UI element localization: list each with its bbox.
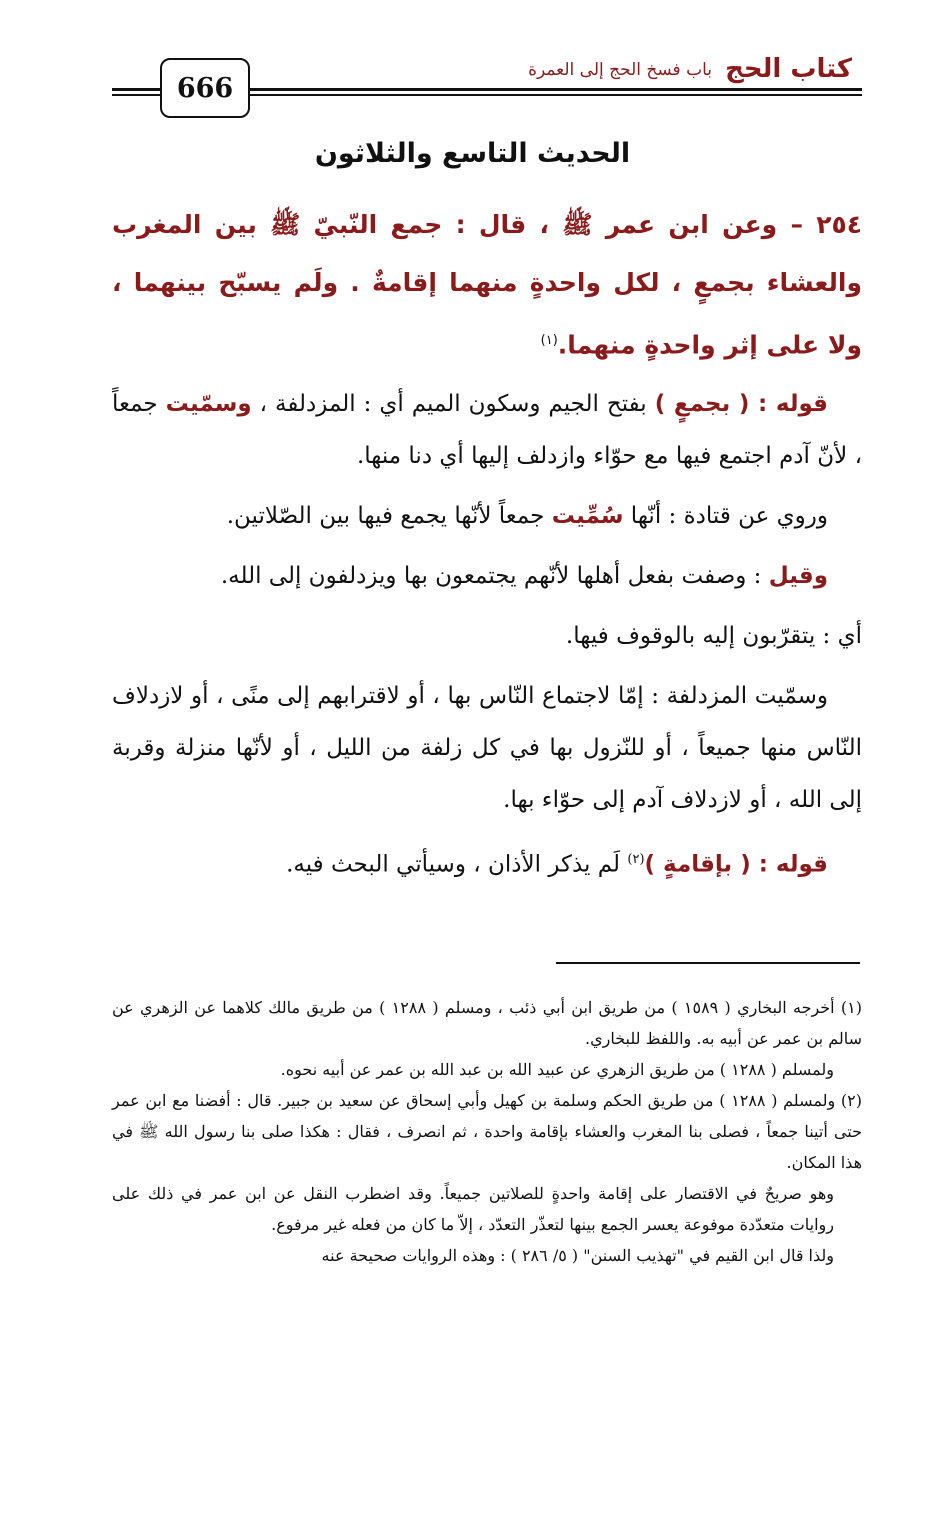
keyword: سُمِّيت (551, 503, 624, 529)
keyword: قوله : ( بجمعٍ ) (654, 391, 828, 417)
paragraph-text: لَم يذكر الأذان ، وسيأتي البحث فيه. (286, 851, 628, 878)
footnote-1: (١) أخرجه البخاري ( ١٥٨٩ ) من طريق ابن أبي ذئب ، ومسلم ( ١٢٨٨ ) من طريق مالك كلاهما عن الزهري عن سالم بن عمر عن أبيه به. واللفظ للبخاري. (112, 998, 862, 1048)
keyword: وسمّيت (165, 391, 252, 417)
page-number: 666 (160, 58, 250, 118)
book-title: كتاب الحج (725, 54, 852, 84)
paragraph-text: جمعاً لأنّها يجمع فيها بين الصّلاتين. (226, 503, 552, 529)
chapter-title: باب فسخ الحج إلى العمرة (528, 60, 712, 80)
commentary (112, 378, 862, 899)
hadith-text (112, 196, 862, 374)
paragraph-1 (112, 378, 862, 482)
keyword: وقيل (768, 563, 828, 589)
paragraph-text: جمعاً ، لأنّ آدم اجتمع فيها مع حوّاء وازدلف إليها أي دنا منها. (112, 391, 862, 469)
footnotes (112, 992, 862, 1271)
footnote-ref-2: (٢) (627, 852, 645, 867)
paragraph-text: : وصفت بفعل أهلها لأنّهم يجتمعون بها ويزدلفون إلى الله. (220, 563, 769, 589)
section-title: الحديث التاسع والثلاثون (314, 138, 631, 169)
footnote-ref-1: (١) (540, 333, 558, 348)
paragraph-text: وروي عن قتادة : أنّها (623, 503, 828, 529)
paragraph-3 (112, 550, 862, 602)
paragraph-5: وسمّيت المزدلفة : إمّا لاجتماع النّاس بها ، أو لاقترابهم إلى منًى ، أو لازدلاف النّاس منها جميعاً ، أو للنّزول بها في كل زلفة من الليل ، أو لأنّها منزلة وقربة إلى الله ، أو لازدلاف آدم إلى حوّاء بها. (112, 683, 862, 813)
paragraph-4: أي : يتقرّبون إليه بالوقوف فيها. (565, 623, 862, 649)
paragraph-text: بفتح الجيم وسكون الميم أي : المزدلفة ، (251, 391, 655, 417)
page-header (112, 52, 862, 122)
footnote-2-cont: ولذا قال ابن القيم في "تهذيب السنن" ( ٥/ ٢٨٦ ) : وهذه الروايات صحيحة عنه (321, 1246, 834, 1265)
paragraph-2 (112, 490, 862, 542)
paragraph-6 (112, 834, 862, 891)
footnote-2: (٢) ولمسلم ( ١٢٨٨ ) من طريق الحكم وسلمة بن كهيل وأبي إسحاق عن سعيد بن جبير. قال : أفضنا مع ابن عمر حتى أتينا جمعاً ، فصلى بنا المغرب والعشاء بإقامة واحدة ، ثم انصرف ، فقال : هكذا صلى بنا رسول الله ﷺ في هذا المكان. (112, 1091, 863, 1172)
hadith-body: ٢٥٤ – وعن ابن عمر ﷺ ، قال : جمع النّبيّ ﷺ بين المغرب والعشاء بجمعٍ ، لكل واحدةٍ منهما إقامةٌ . ولَم يسبّح بينهما ، ولا على إثر واحدةٍ منهما. (112, 210, 862, 360)
footnote-2-cont: وهو صريحٌ في الاقتصار على إقامة واحدةٍ للصلاتين جميعاً. وقد اضطرب النقل عن ابن عمر في ذلك على روايات متعدّدة موفوعة يعسر الجمع بينها لتعذّر التعدّد ، إلاّ ما كان من فعله غير مرفوع. (112, 1184, 834, 1234)
keyword: قوله : ( بإقامةٍ ) (644, 851, 828, 878)
footnote-separator (556, 962, 860, 964)
footnote-1-cont: ولمسلم ( ١٢٨٨ ) من طريق الزهري عن عبيد الله بن عبد الله بن عمر عن أبيه نحوه. (280, 1060, 834, 1079)
